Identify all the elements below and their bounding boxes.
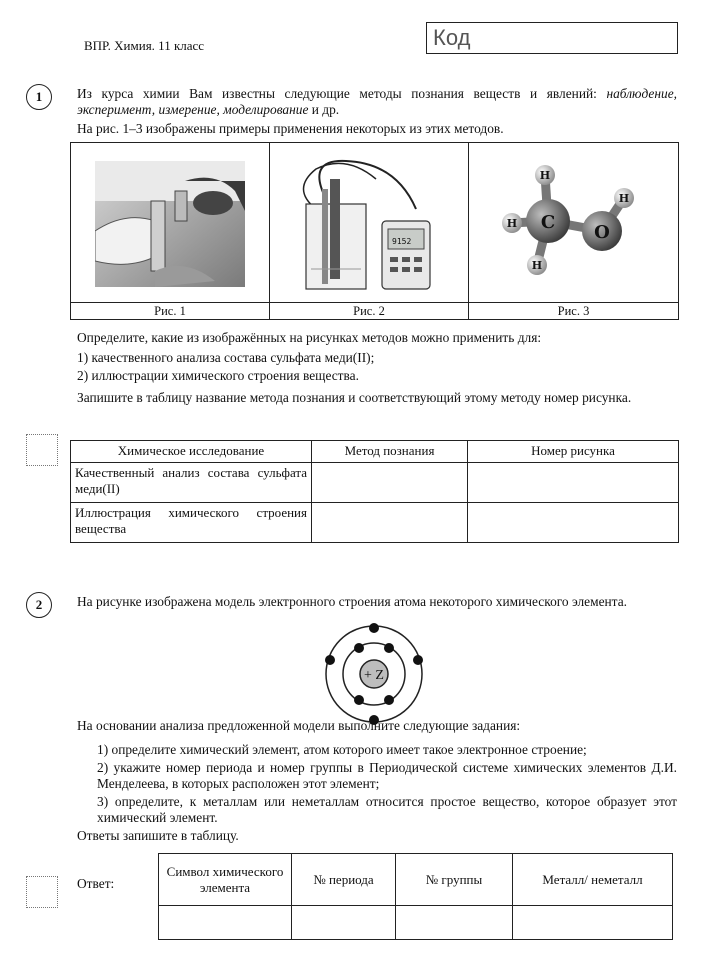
task-1-number: 1: [26, 84, 52, 110]
code-field[interactable]: [426, 22, 678, 54]
group-answer-cell[interactable]: [396, 906, 513, 940]
table-header: № периода: [292, 854, 396, 906]
task-2-item-1: 1) определите химический элемент, атом которого имеет такое электронное строение;: [97, 742, 587, 757]
table-header: Номер рисунка: [468, 441, 679, 463]
task-2-answers-line: Ответы запишите в таблицу.: [77, 828, 239, 843]
figure-number-answer-cell-2[interactable]: [468, 503, 679, 543]
hydrogen-label: H: [618, 192, 630, 205]
figure-3-caption: Рис. 3: [469, 302, 678, 319]
table-row-label: Иллюстрация химического строения вещества: [71, 503, 312, 543]
table-header: Металл/ неметалл: [513, 854, 673, 906]
electron-dot: [325, 655, 335, 665]
table-header: Химическое исследование: [71, 441, 312, 463]
electron-dot: [384, 695, 394, 705]
element-symbol-answer-cell[interactable]: [159, 906, 292, 940]
task-1-intro-text: Из курса химии Вам известны следующие методы познания веществ и явлений:: [77, 86, 607, 101]
figure-number-answer-cell-1[interactable]: [468, 463, 679, 503]
atom-model-diagram: [320, 622, 428, 730]
figure-1-cell: [71, 143, 270, 319]
task-1-answer-table: [70, 440, 679, 543]
task-1-item-1: 1) качественного анализа состава сульфата меди(II);: [77, 350, 375, 365]
metal-nonmetal-answer-cell[interactable]: [513, 906, 673, 940]
nucleus-label: + Z: [364, 668, 384, 683]
answer-label: Ответ:: [77, 876, 115, 891]
task-2-number: 2: [26, 592, 52, 618]
code-label: Код: [433, 25, 471, 50]
electron-dot: [413, 655, 423, 665]
figure-3-cell: [469, 143, 678, 319]
task-1-instruction: Запишите в таблицу название метода познания и соответствующий этому методу номер рисунка.: [77, 390, 632, 405]
hydrogen-label: H: [531, 259, 543, 272]
meter-display: 9152: [392, 237, 412, 246]
table-header: Символ химического элемента: [159, 854, 292, 906]
hydrogen-label: H: [539, 169, 551, 182]
score-box-1[interactable]: [26, 434, 58, 466]
carbon-label: C: [540, 212, 556, 233]
period-answer-cell[interactable]: [292, 906, 396, 940]
table-header: № группы: [396, 854, 513, 906]
task-1-question: Определите, какие из изображённых на рисунках методов можно применить для:: [77, 330, 542, 345]
task-2-item-3: 3) определите, к металлам или неметаллам относится простое вещество, которое образует этот химический элемент.: [97, 794, 677, 825]
task-1-item-2: 2) иллюстрации химического строения вещества.: [77, 368, 359, 383]
figure-3-molecule: [485, 149, 665, 299]
table-row-label: Качественный анализ состава сульфата меди(II): [71, 463, 312, 503]
electron-dot: [384, 643, 394, 653]
task-2-answer-table: [158, 853, 673, 940]
task-2-instruction: На основании анализа предложенной модели выполните следующие задания:: [77, 718, 521, 733]
figure-1-caption: Рис. 1: [71, 302, 269, 319]
electron-dot: [354, 695, 364, 705]
task-2-intro: На рисунке изображена модель электронного строения атома некоторого химического элемента.: [77, 594, 627, 609]
electron-dot: [369, 623, 379, 633]
task-1-figures-line: На рис. 1–3 изображены примеры применения некоторых из этих методов.: [77, 121, 504, 136]
figures-table: [70, 142, 679, 320]
task-1-intro: [77, 86, 677, 118]
hydrogen-label: H: [506, 217, 518, 230]
figure-2-image: [286, 149, 456, 299]
score-box-2[interactable]: [26, 876, 58, 908]
task-1-intro-tail: и др.: [308, 102, 340, 117]
figure-2-cell: [270, 143, 469, 319]
figure-2-caption: Рис. 2: [270, 302, 468, 319]
table-header: Метод познания: [312, 441, 468, 463]
electron-dot: [354, 643, 364, 653]
page-header-title: ВПР. Химия. 11 класс: [84, 38, 205, 53]
method-answer-cell-1[interactable]: [312, 463, 468, 503]
method-answer-cell-2[interactable]: [312, 503, 468, 543]
task-1-methods: наблюдение, эксперимент, измерение, моделирование: [77, 86, 677, 117]
oxygen-label: O: [594, 222, 610, 243]
figure-1-image: [95, 161, 245, 287]
task-2-item-2: 2) укажите номер периода и номер группы в Периодической системе химических элементов Д.И. Менделеева, в которых расположен этот элемент;: [97, 760, 677, 791]
